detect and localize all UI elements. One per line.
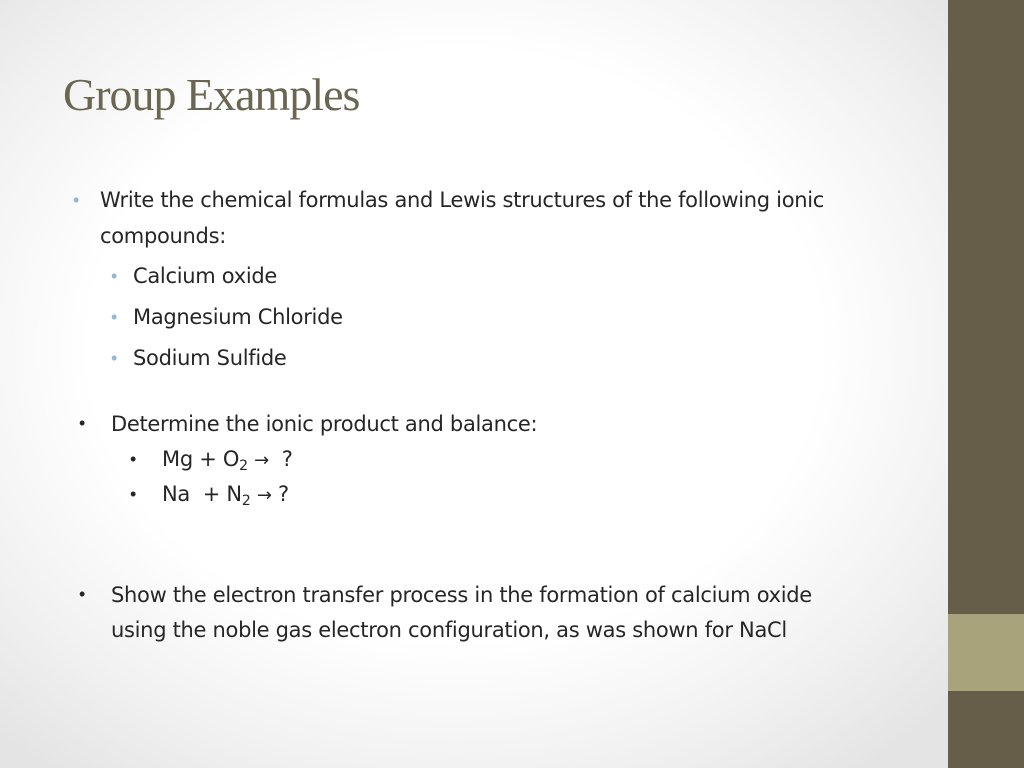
bullet-icon: • bbox=[79, 584, 86, 604]
slide-title: Group Examples bbox=[63, 69, 360, 120]
section1-bullet: Write the chemical formulas and Lewis structures of the following ionic bbox=[100, 188, 825, 212]
list-item: Calcium oxide bbox=[133, 264, 278, 288]
equation-1 bbox=[162, 447, 293, 474]
bullet-icon: • bbox=[111, 348, 118, 368]
bullet-icon: • bbox=[111, 266, 118, 286]
bullet-icon: • bbox=[111, 307, 118, 327]
equation-2-subscript: 2 bbox=[241, 493, 251, 509]
section1-bullet-continued: compounds: bbox=[100, 224, 226, 248]
bullet-icon: • bbox=[130, 449, 137, 469]
list-item: Magnesium Chloride bbox=[133, 305, 343, 329]
equation-2-right: ? bbox=[278, 482, 289, 506]
equation-2-left: Na + N bbox=[162, 482, 242, 506]
bullet-icon: • bbox=[73, 190, 80, 210]
section2-bullet: Determine the ionic product and balance: bbox=[111, 412, 538, 436]
equation-1-subscript: 2 bbox=[239, 458, 248, 474]
equation-2 bbox=[162, 482, 289, 509]
bullet-icon: • bbox=[79, 413, 86, 433]
bullet-icon: • bbox=[130, 484, 137, 504]
list-item: Sodium Sulfide bbox=[133, 346, 287, 370]
section3-line-1: Show the electron transfer process in the formation of calcium oxide bbox=[111, 583, 812, 607]
arrow-right-icon: → bbox=[254, 450, 269, 471]
equation-1-left: Mg + O bbox=[162, 447, 240, 471]
equation-1-right: ? bbox=[281, 447, 293, 471]
arrow-right-icon: → bbox=[256, 485, 272, 506]
sidebar-accent-block bbox=[948, 614, 1024, 691]
section3-line-2: using the noble gas electron configuration, as was shown for NaCl bbox=[111, 618, 787, 642]
